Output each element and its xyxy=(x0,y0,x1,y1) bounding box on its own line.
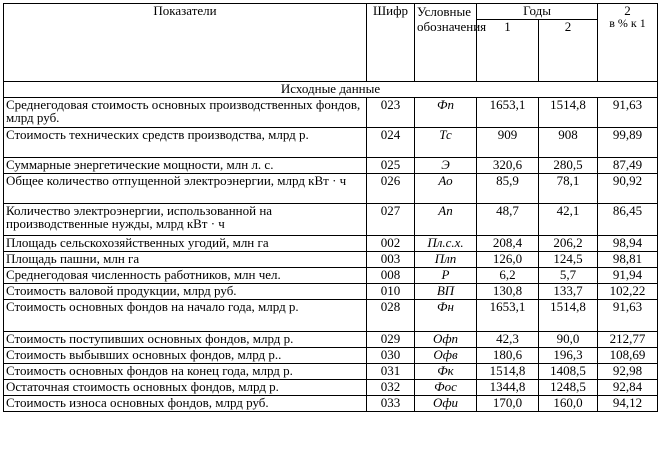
row-name: Стоимость износа основных фондов, млрд руб. xyxy=(4,396,367,412)
table-row xyxy=(4,380,658,396)
row-year-2-value: 1514,8 xyxy=(539,300,598,332)
table-row xyxy=(4,364,658,380)
table-row xyxy=(4,204,658,236)
row-code: 027 xyxy=(367,204,415,236)
table-row xyxy=(4,332,658,348)
row-symbol: Ап xyxy=(415,204,477,236)
row-year-1-value: 85,9 xyxy=(477,174,539,204)
row-year-2-value: 133,7 xyxy=(539,284,598,300)
row-percent-value: 92,84 xyxy=(598,380,658,396)
row-code: 010 xyxy=(367,284,415,300)
row-year-1-value: 1653,1 xyxy=(477,98,539,128)
row-code: 033 xyxy=(367,396,415,412)
row-name: Площадь пашни, млн га xyxy=(4,252,367,268)
row-year-2-value: 280,5 xyxy=(539,158,598,174)
row-year-2-value: 1408,5 xyxy=(539,364,598,380)
header-percent xyxy=(598,4,658,82)
table-row xyxy=(4,158,658,174)
row-name: Суммарные энергетические мощности, млн л. с. xyxy=(4,158,367,174)
header-percent-bottom: в % к 1 xyxy=(609,16,646,30)
row-name: Среднегодовая численность работников, млн чел. xyxy=(4,268,367,284)
row-symbol: Э xyxy=(415,158,477,174)
row-code: 026 xyxy=(367,174,415,204)
table-row xyxy=(4,268,658,284)
row-name: Стоимость основных фондов на начало года, млрд р. xyxy=(4,300,367,332)
row-percent-value: 91,63 xyxy=(598,98,658,128)
header-code: Шифр xyxy=(367,4,415,82)
row-symbol: Офи xyxy=(415,396,477,412)
row-symbol: Пл.с.х. xyxy=(415,236,477,252)
row-code: 023 xyxy=(367,98,415,128)
indicators-table xyxy=(3,3,658,412)
row-percent-value: 87,49 xyxy=(598,158,658,174)
row-year-2-value: 90,0 xyxy=(539,332,598,348)
row-year-1-value: 6,2 xyxy=(477,268,539,284)
row-year-1-value: 1653,1 xyxy=(477,300,539,332)
row-percent-value: 90,92 xyxy=(598,174,658,204)
row-name: Площадь сельскохозяйственных угодий, млн га xyxy=(4,236,367,252)
row-year-1-value: 1344,8 xyxy=(477,380,539,396)
row-code: 030 xyxy=(367,348,415,364)
row-percent-value: 98,94 xyxy=(598,236,658,252)
row-symbol: Р xyxy=(415,268,477,284)
header-years: Годы xyxy=(477,4,598,20)
table-row xyxy=(4,98,658,128)
row-year-2-value: 1514,8 xyxy=(539,98,598,128)
row-percent-value: 99,89 xyxy=(598,128,658,158)
row-percent-value: 92,98 xyxy=(598,364,658,380)
row-year-2-value: 206,2 xyxy=(539,236,598,252)
row-percent-value: 98,81 xyxy=(598,252,658,268)
row-name: Стоимость выбывших основных фондов, млрд р.. xyxy=(4,348,367,364)
section-header: Исходные данные xyxy=(4,82,658,98)
row-symbol: Фк xyxy=(415,364,477,380)
header-year-2: 2 xyxy=(539,20,598,82)
table-row xyxy=(4,300,658,332)
row-code: 002 xyxy=(367,236,415,252)
row-name: Стоимость основных фондов на конец года, млрд р. xyxy=(4,364,367,380)
row-name: Стоимость валовой продукции, млрд руб. xyxy=(4,284,367,300)
table-row xyxy=(4,396,658,412)
row-code: 003 xyxy=(367,252,415,268)
row-year-2-value: 5,7 xyxy=(539,268,598,284)
row-year-1-value: 170,0 xyxy=(477,396,539,412)
row-symbol: Офп xyxy=(415,332,477,348)
row-year-1-value: 1514,8 xyxy=(477,364,539,380)
row-name: Общее количество отпущенной электроэнергии, млрд кВт · ч xyxy=(4,174,367,204)
table-row xyxy=(4,128,658,158)
row-symbol: Ао xyxy=(415,174,477,204)
row-code: 024 xyxy=(367,128,415,158)
row-year-1-value: 126,0 xyxy=(477,252,539,268)
row-percent-value: 94,12 xyxy=(598,396,658,412)
row-year-2-value: 78,1 xyxy=(539,174,598,204)
header-year-1: 1 xyxy=(477,20,539,82)
row-year-2-value: 196,3 xyxy=(539,348,598,364)
row-symbol: Фп xyxy=(415,98,477,128)
row-symbol: Офв xyxy=(415,348,477,364)
row-year-1-value: 180,6 xyxy=(477,348,539,364)
row-percent-value: 212,77 xyxy=(598,332,658,348)
row-code: 029 xyxy=(367,332,415,348)
table-row xyxy=(4,174,658,204)
row-year-1-value: 909 xyxy=(477,128,539,158)
row-year-2-value: 160,0 xyxy=(539,396,598,412)
row-year-2-value: 124,5 xyxy=(539,252,598,268)
header-symbol: Условные обозначения xyxy=(415,4,477,82)
row-year-2-value: 908 xyxy=(539,128,598,158)
row-percent-value: 86,45 xyxy=(598,204,658,236)
row-percent-value: 91,63 xyxy=(598,300,658,332)
row-symbol: Плп xyxy=(415,252,477,268)
row-year-1-value: 130,8 xyxy=(477,284,539,300)
table-row xyxy=(4,236,658,252)
row-year-2-value: 1248,5 xyxy=(539,380,598,396)
row-percent-value: 108,69 xyxy=(598,348,658,364)
row-percent-value: 91,94 xyxy=(598,268,658,284)
row-name: Стоимость технических средств производства, млрд р. xyxy=(4,128,367,158)
row-code: 032 xyxy=(367,380,415,396)
row-name: Остаточная стоимость основных фондов, млрд р. xyxy=(4,380,367,396)
row-name: Среднегодовая стоимость основных производственных фондов, млрд руб. xyxy=(4,98,367,128)
row-code: 008 xyxy=(367,268,415,284)
row-code: 031 xyxy=(367,364,415,380)
header-percent-top: 2 xyxy=(624,3,631,18)
row-name: Стоимость поступивших основных фондов, млрд р. xyxy=(4,332,367,348)
row-year-1-value: 208,4 xyxy=(477,236,539,252)
row-symbol: ВП xyxy=(415,284,477,300)
row-year-1-value: 48,7 xyxy=(477,204,539,236)
row-symbol: Фос xyxy=(415,380,477,396)
row-code: 025 xyxy=(367,158,415,174)
header-indicators: Показатели xyxy=(4,4,367,82)
row-symbol: Фн xyxy=(415,300,477,332)
table-row xyxy=(4,284,658,300)
table-row xyxy=(4,252,658,268)
row-year-2-value: 42,1 xyxy=(539,204,598,236)
row-symbol: Тс xyxy=(415,128,477,158)
table-row xyxy=(4,348,658,364)
row-percent-value: 102,22 xyxy=(598,284,658,300)
row-name: Количество электроэнергии, использованной на производственные нужды, млрд кВт · ч xyxy=(4,204,367,236)
row-code: 028 xyxy=(367,300,415,332)
row-year-1-value: 42,3 xyxy=(477,332,539,348)
row-year-1-value: 320,6 xyxy=(477,158,539,174)
